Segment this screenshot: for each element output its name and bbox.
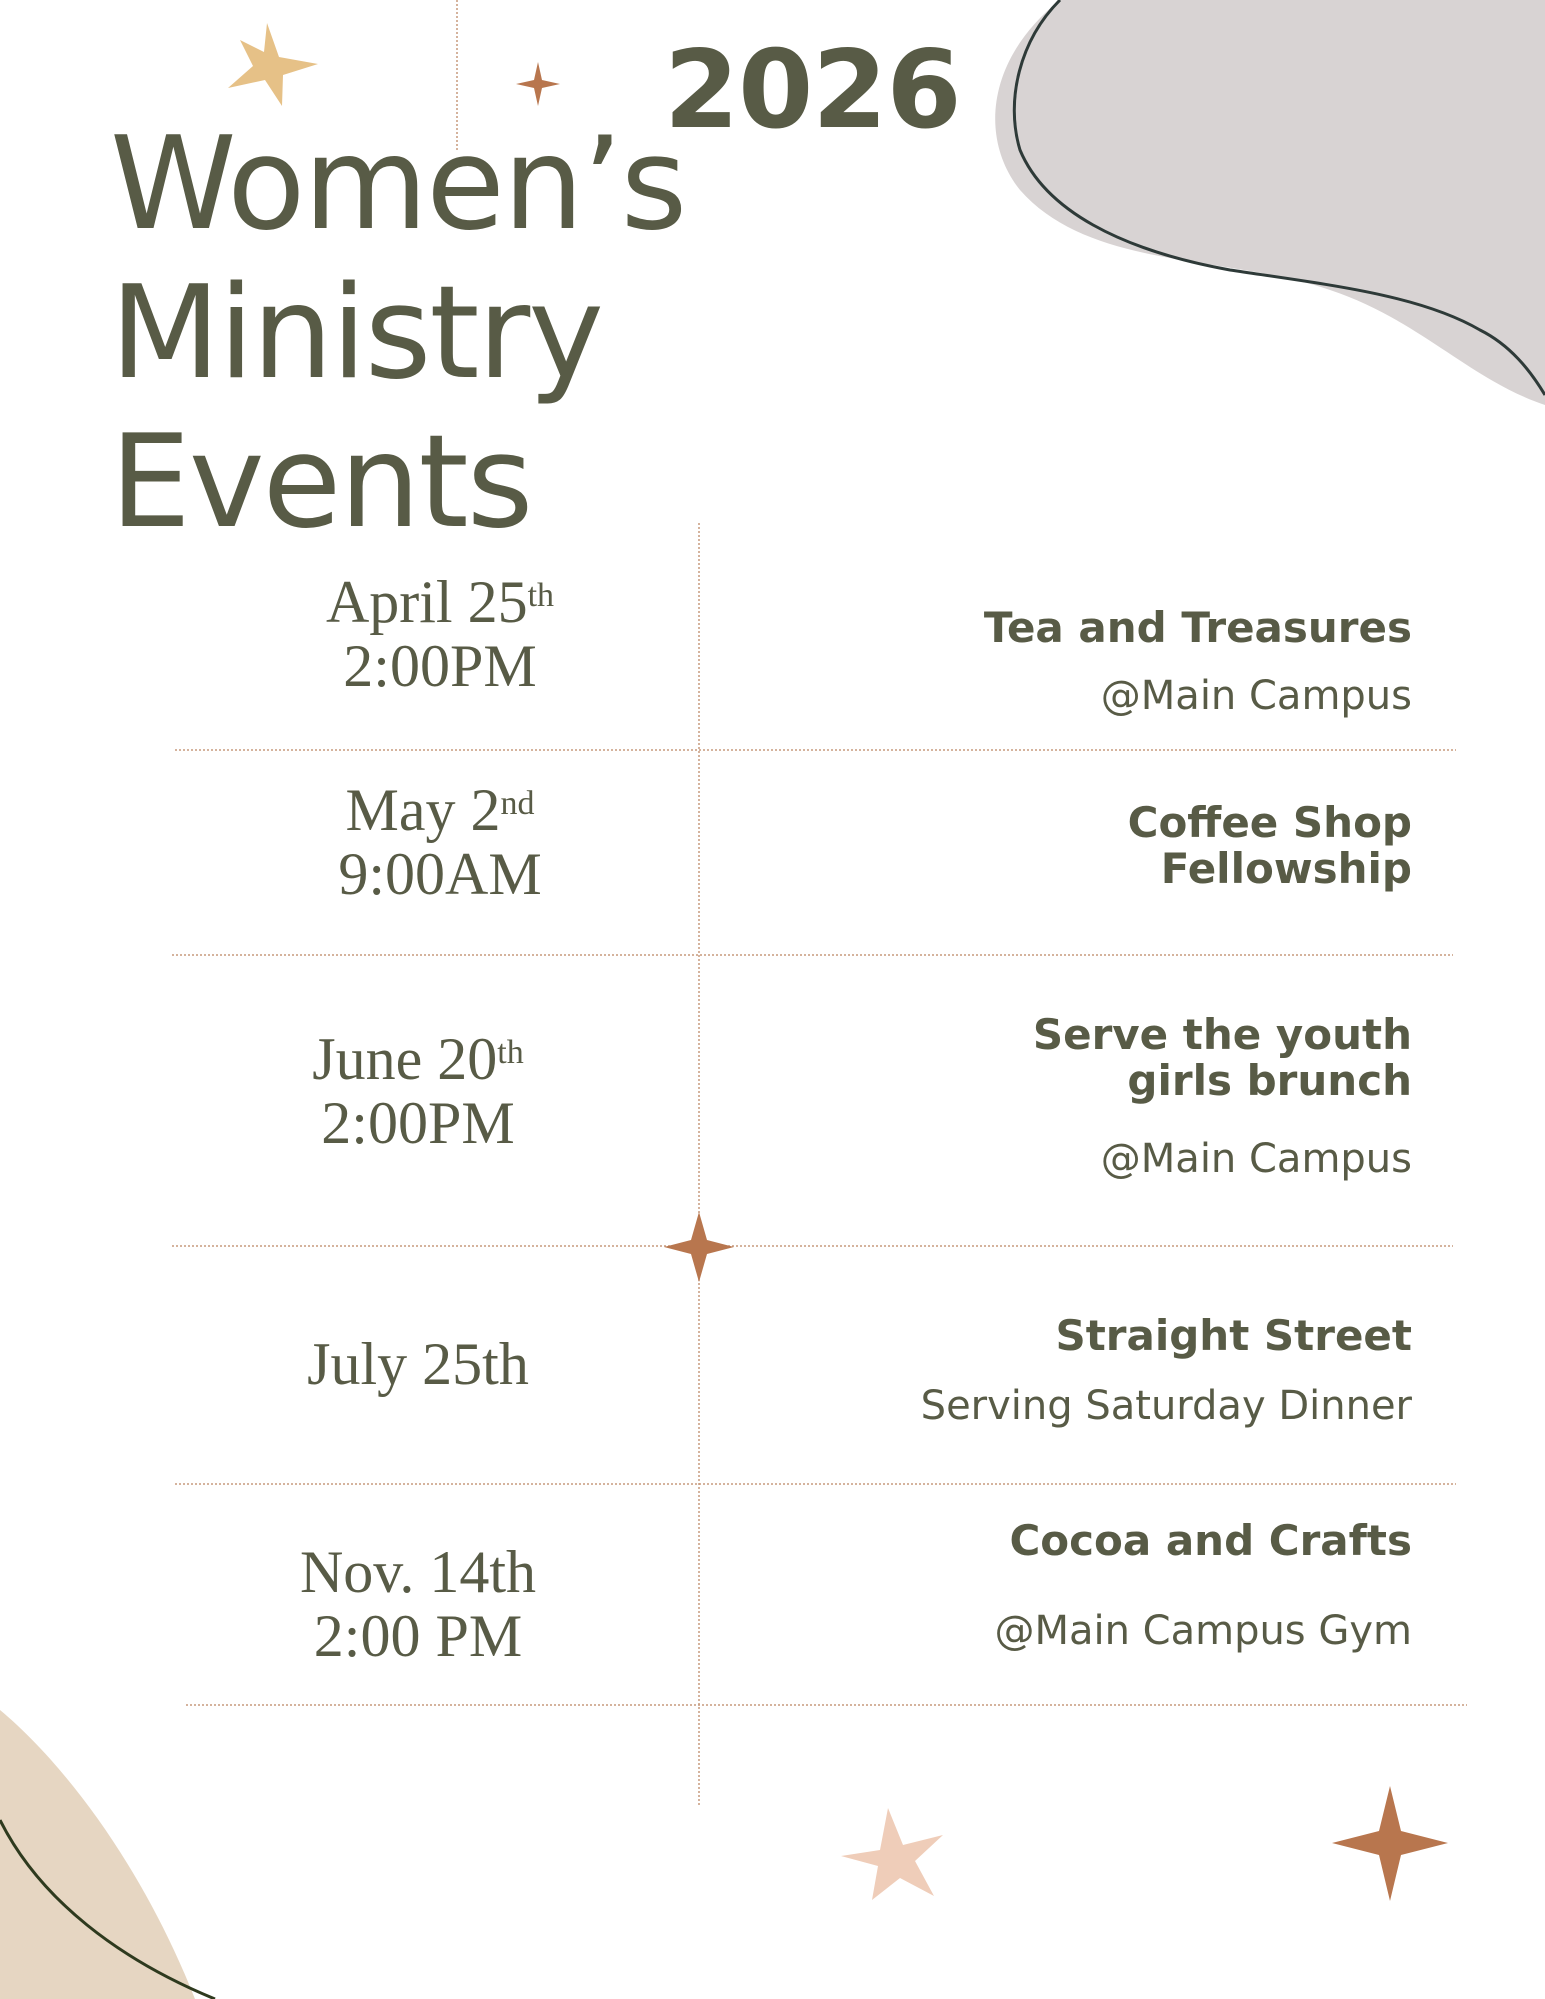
- large-sparkle-icon: [1332, 1786, 1448, 1901]
- page-title: [110, 110, 685, 557]
- date-suffix: th: [497, 1034, 524, 1071]
- event-name: Serve the youth girls brunch: [1032, 1010, 1412, 1105]
- event-name: Cocoa and Crafts: [1009, 1516, 1412, 1565]
- event-location: @Main Campus: [1100, 1136, 1412, 1182]
- date-text: April 25: [325, 569, 528, 635]
- title-line: Women’s: [110, 110, 686, 259]
- event-name: Tea and Treasures: [983, 603, 1412, 652]
- beige-blob-shape: [0, 1710, 195, 1999]
- date-suffix: th: [527, 577, 555, 614]
- event-location: Serving Saturday Dinner: [920, 1383, 1412, 1429]
- event-details: [921, 1313, 1412, 1429]
- date-text: July 25th: [307, 1331, 529, 1397]
- event-date: [268, 1540, 568, 1668]
- event-time: 9:00AM: [338, 841, 542, 907]
- event-time: 2:00PM: [343, 633, 537, 699]
- event-details: [1033, 1012, 1412, 1182]
- title-line: Events: [110, 408, 532, 557]
- pink-star-icon: [841, 1808, 943, 1900]
- gold-star-icon: [228, 23, 318, 106]
- year-heading: 2026: [664, 28, 961, 153]
- event-name: Coffee Shop Fellowship: [1127, 798, 1412, 893]
- event-date: [268, 1332, 568, 1396]
- event-details: [994, 1518, 1412, 1654]
- event-date: [290, 570, 590, 698]
- event-time: 2:00 PM: [313, 1603, 523, 1669]
- date-text: May 2: [345, 777, 501, 843]
- center-sparkle-icon: [664, 1212, 734, 1282]
- grey-blob-shape: [995, 0, 1545, 405]
- event-details: [984, 605, 1412, 719]
- event-name: Straight Street: [1055, 1311, 1412, 1360]
- event-date: [290, 778, 590, 906]
- date-text: June 20: [312, 1026, 498, 1092]
- event-location: @Main Campus Gym: [994, 1608, 1412, 1654]
- title-line: Ministry: [110, 259, 602, 408]
- event-date: [268, 1027, 568, 1155]
- date-text: Nov. 14th: [299, 1539, 537, 1605]
- small-sparkle-icon: [516, 62, 560, 106]
- event-time: 2:00PM: [321, 1090, 515, 1156]
- event-details: [1128, 800, 1412, 892]
- event-location: @Main Campus: [1100, 673, 1412, 719]
- date-suffix: nd: [500, 785, 535, 822]
